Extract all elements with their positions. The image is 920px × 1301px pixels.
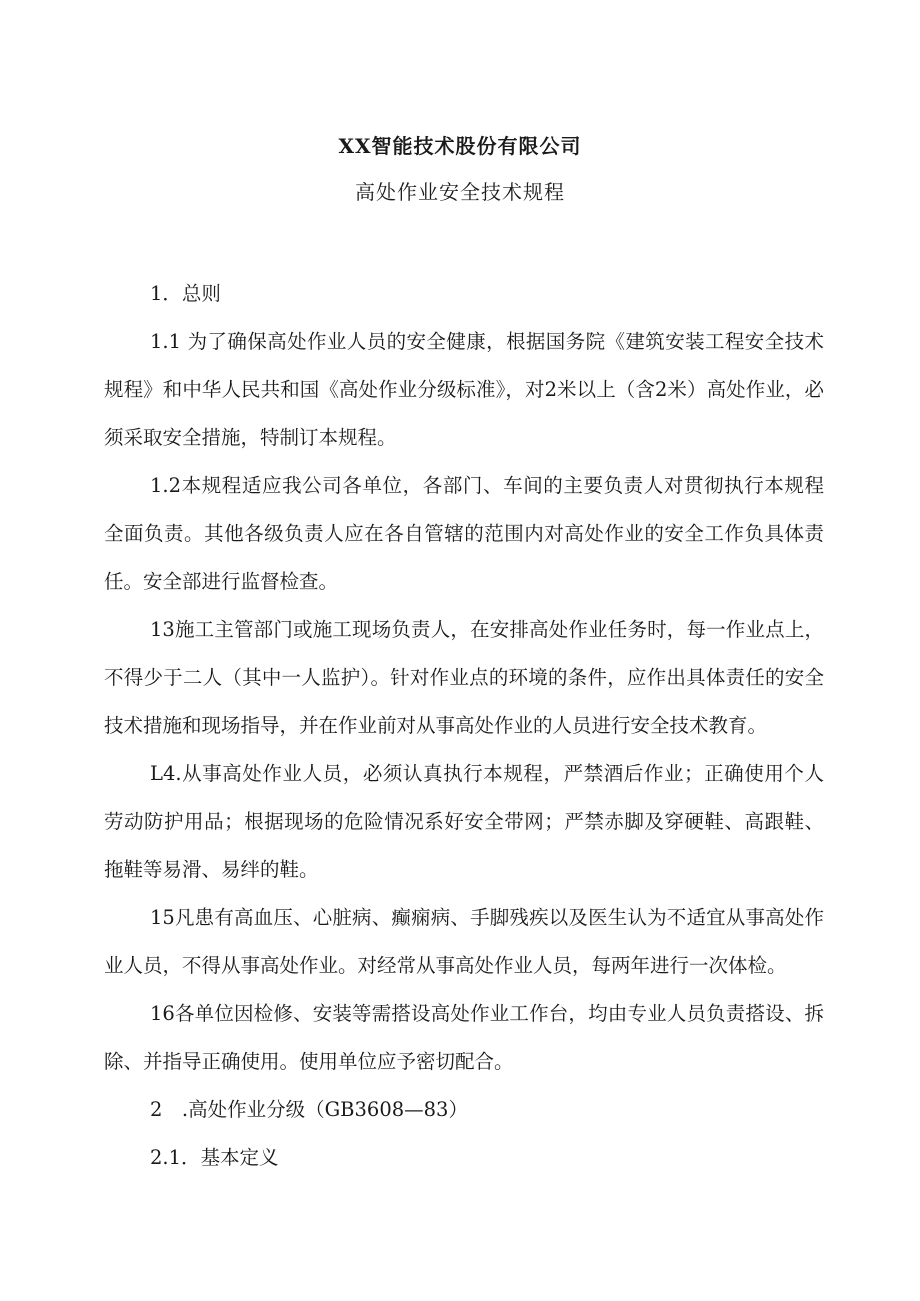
paragraph-1-2: 1.2本规程适应我公司各单位，各部门、车间的主要负责人对贯彻执行本规程全面负责。其他各级负责人应在各自管辖的范围内对高处作业的安全工作负具体责任。安全部进行监督检查。 xyxy=(104,474,824,593)
paragraph-1-3: 13施工主管部门或施工现场负责人，在安排高处作业任务时，每一作业点上，不得少于二人（其中一人监护）。针对作业点的环境的条件，应作出具体责任的安全技术措施和现场指导，并在作业前对从事高处作业的人员进行安全技术教育。 xyxy=(104,618,824,737)
section-2-heading: 2 .高处作业分级（GB3608—83） xyxy=(150,1098,468,1121)
document-title: 高处作业安全技术规程 xyxy=(355,180,565,204)
paragraph-1-5: 15凡患有高血压、心脏病、癫痫病、手脚残疾以及医生认为不适宜从事高处作业人员，不得从事高处作业。对经常从事高处作业人员，每两年进行一次体检。 xyxy=(104,906,824,977)
document-body xyxy=(104,270,824,1182)
paragraph-1-6: 16各单位因检修、安装等需搭设高处作业工作台，均由专业人员负责搭设、拆除、并指导正确使用。使用单位应予密切配合。 xyxy=(104,1002,824,1073)
section-1-heading: 1．总则 xyxy=(150,282,221,305)
paragraph-1-1: 1.1 为了确保高处作业人员的安全健康，根据国务院《建筑安装工程安全技术规程》和中华人民共和国《高处作业分级标准》，对2米以上（含2米）高处作业，必须采取安全措施，特制订本规程。 xyxy=(104,330,824,449)
section-2-1-heading: 2.1．基本定义 xyxy=(150,1146,279,1169)
paragraph-1-4: L4.从事高处作业人员，必须认真执行本规程，严禁酒后作业；正确使用个人劳动防护用品；根据现场的危险情况系好安全带网；严禁赤脚及穿硬鞋、高跟鞋、拖鞋等易滑、易绊的鞋。 xyxy=(104,762,824,881)
company-title: XX智能技术股份有限公司 xyxy=(338,134,582,158)
